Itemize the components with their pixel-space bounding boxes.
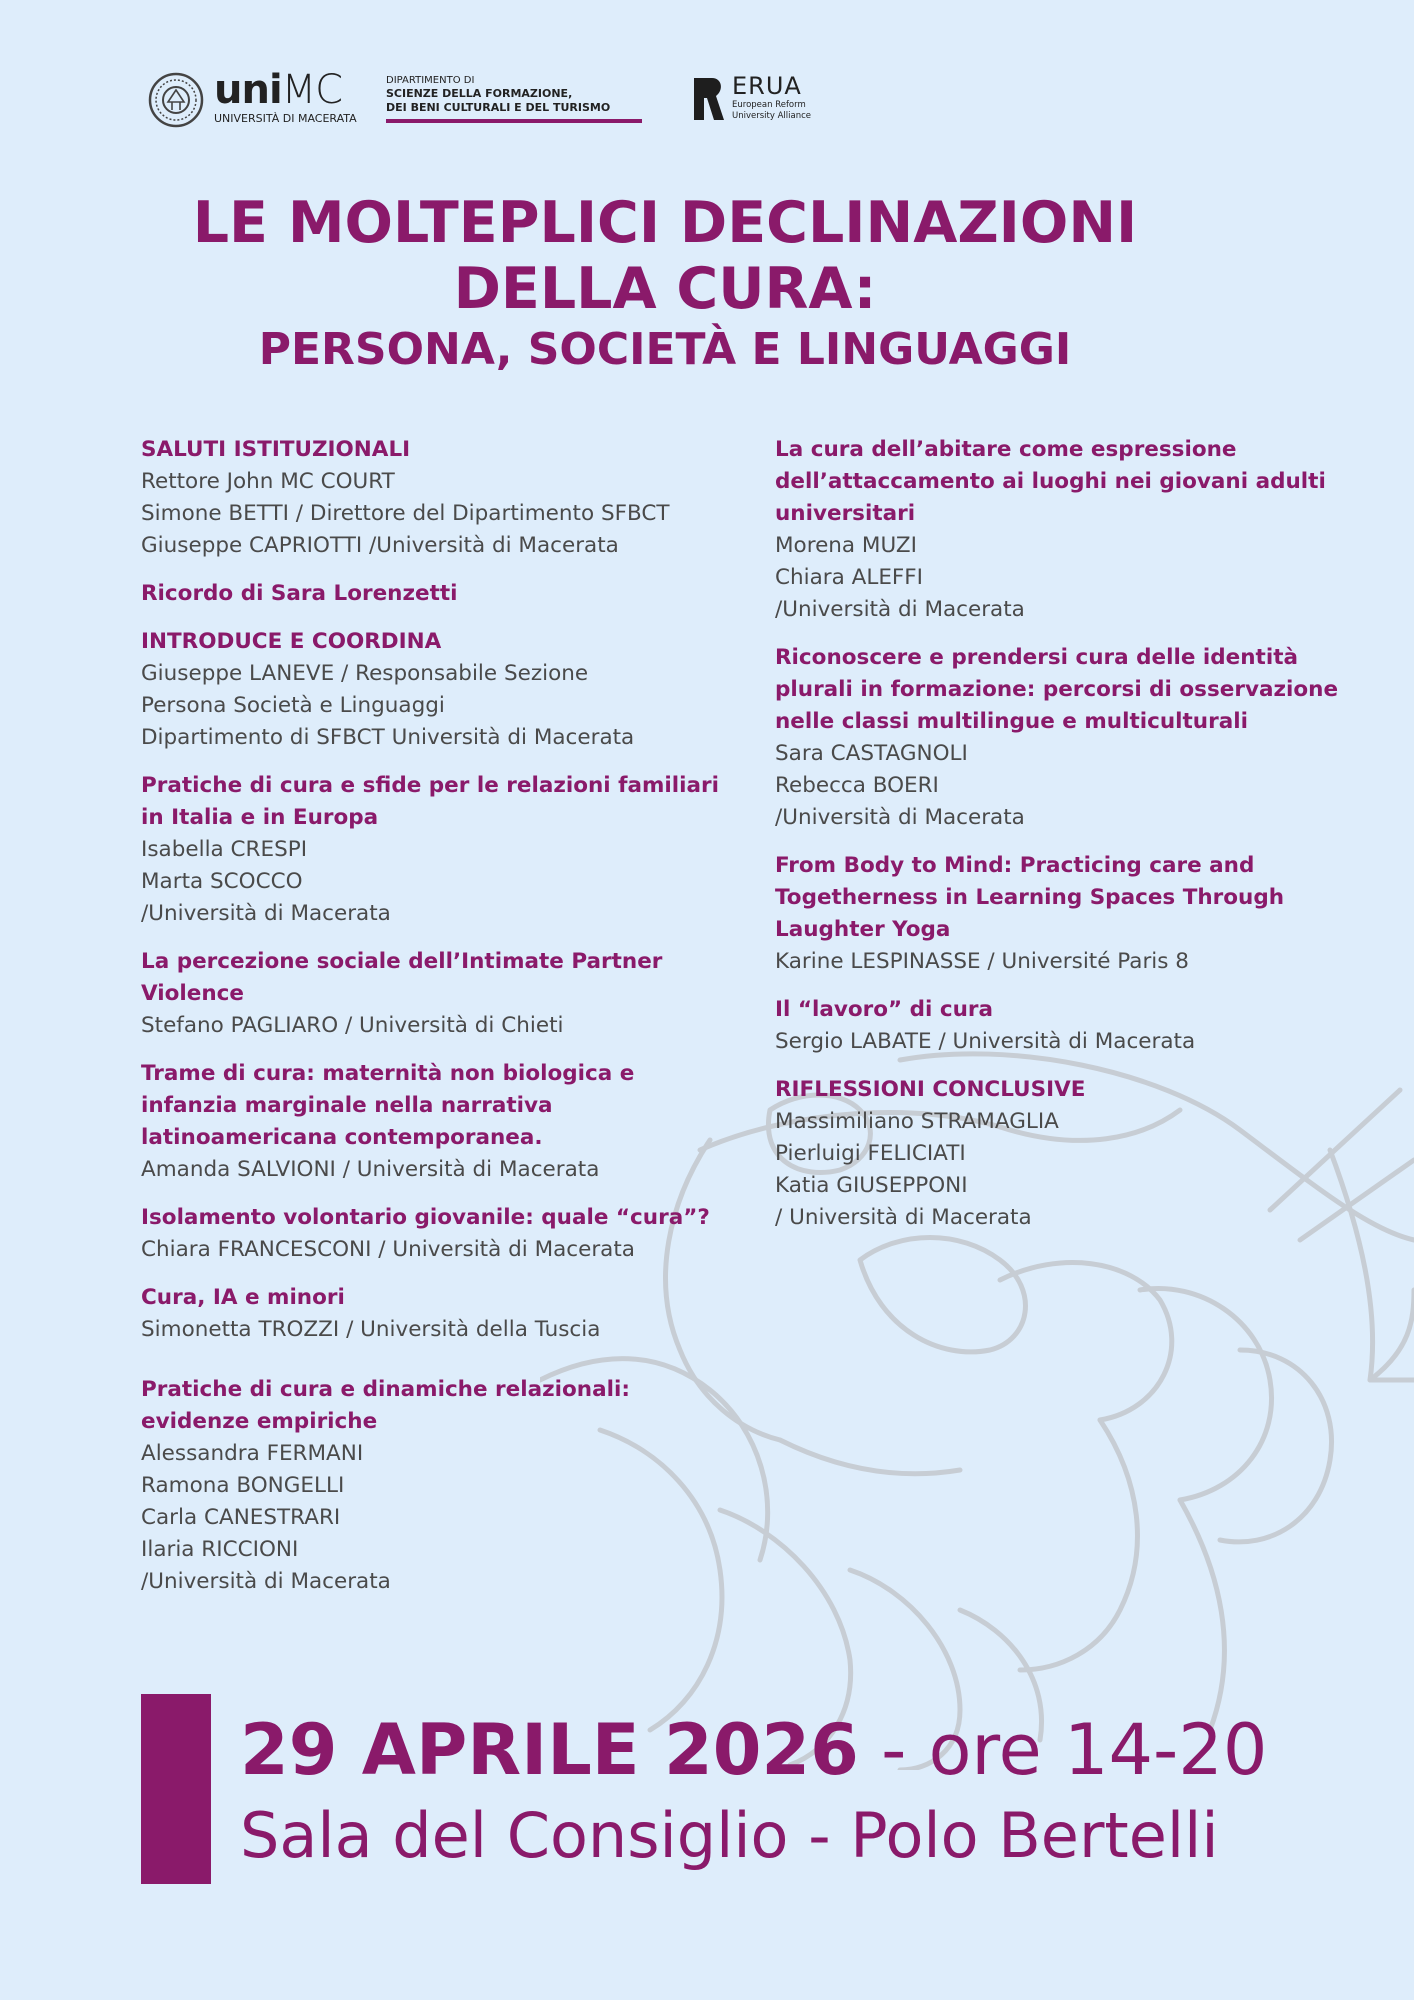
session-title-line: La cura dell’abitare come espressione [775,437,1237,462]
department-underline [386,119,642,123]
session-title-line: RIFLESSIONI CONCLUSIVE [775,1077,1086,1102]
event-time: - ore 14-20 [858,1709,1268,1791]
session-title [141,434,741,466]
program-session [141,578,741,610]
erua-mark-icon [692,76,726,122]
unimc-wordmark: uniMC [214,67,343,113]
session-title-line: infanzia marginale nella narrativa [141,1093,553,1118]
session-title [141,626,741,658]
speaker-line: Rebecca BOERI [775,773,939,798]
unimc-logo [214,67,357,125]
session-title-line: Ricordo di Sara Lorenzetti [141,581,458,606]
program-session [775,434,1375,626]
title-line3: PERSONA, SOCIETÀ E LINGUAGGI [258,324,1072,375]
speaker-line: Carla CANESTRARI [141,1505,341,1530]
event-venue: Sala del Consiglio - Polo Bertelli [240,1799,1219,1872]
session-title-line: universitari [775,501,916,526]
session-title-line: Trame di cura: maternità non biologica e [141,1061,635,1086]
title-line1: LE MOLTEPLICI DECLINAZIONI [192,190,1138,256]
speaker-line: Ramona BONGELLI [141,1473,345,1498]
speaker-line: /Università di Macerata [775,805,1025,830]
speaker-line: Massimiliano STRAMAGLIA [775,1109,1059,1134]
program-session [141,946,741,1042]
speaker-line: /Università di Macerata [141,901,391,926]
program-session [141,1202,741,1266]
session-title [775,1074,1375,1106]
session-title-line: plurali in formazione: percorsi di osservazione [775,677,1339,702]
event-title [0,190,1330,378]
footer-accent-bar [141,1694,211,1884]
speaker-line: Simonetta TROZZI / Università della Tuscia [141,1317,601,1342]
event-date: 29 APRILE 2026 [240,1709,859,1791]
title-line2: DELLA CURA: [453,256,877,322]
program-session [141,626,741,754]
speaker-line: Katia GIUSEPPONI [775,1173,968,1198]
session-title [141,1282,741,1314]
program-session [775,850,1375,978]
speaker-line: Simone BETTI / Direttore del Dipartimento SFBCT [141,501,670,526]
program-left-column [141,434,741,1614]
speaker-line: Pierluigi FELICIATI [775,1141,966,1166]
session-title [775,994,1375,1026]
session-title-line: Il “lavoro” di cura [775,997,994,1022]
speaker-line: Karine LESPINASSE / Université Paris 8 [775,949,1189,974]
session-title-line: nelle classi multilingue e multiculturali [775,709,1248,734]
session-title-line: From Body to Mind: Practicing care and [775,853,1255,878]
session-title-line: dell’attaccamento ai luoghi nei giovani adulti [775,469,1326,494]
speaker-line: /Università di Macerata [141,1569,391,1594]
program-session [775,642,1375,834]
session-title [141,770,741,834]
program-right-column [775,434,1375,1250]
session-title-line: Violence [141,981,244,1006]
session-title-line: in Italia e in Europa [141,805,379,830]
session-title-line: Pratiche di cura e sfide per le relazioni familiari [141,773,720,798]
session-title-line: Laughter Yoga [775,917,951,942]
session-title [141,1202,741,1234]
program-session [141,1282,741,1346]
session-title [775,850,1375,946]
session-title-line: Togetherness in Learning Spaces Through [775,885,1285,910]
program-session [141,434,741,562]
session-title-line: SALUTI ISTITUZIONALI [141,437,411,462]
session-title [141,946,741,1010]
speaker-line: Alessandra FERMANI [141,1441,364,1466]
speaker-line: Rettore John MC COURT [141,469,395,494]
session-title [141,1058,741,1154]
erua-subtitle [732,100,811,122]
speaker-line: Sergio LABATE / Università di Macerata [775,1029,1196,1054]
session-title-line: evidenze empiriche [141,1409,378,1434]
university-seal-icon [148,72,204,128]
erua-subtitle-line2: University Alliance [732,111,811,121]
speaker-line: Giuseppe LANEVE / Responsabile Sezione [141,661,589,686]
program-session [141,1058,741,1186]
program-session [141,770,741,930]
speaker-line: Chiara ALEFFI [775,565,923,590]
session-title-line: La percezione sociale dell’Intimate Partner [141,949,663,974]
department-logo [386,74,656,123]
department-name-line2: DEI BENI CULTURALI E DEL TURISMO [386,101,611,114]
session-title [141,1374,741,1438]
session-title-line: Cura, IA e minori [141,1285,345,1310]
speaker-line: Persona Società e Linguaggi [141,693,445,718]
program-session [141,1374,741,1598]
speaker-line: Stefano PAGLIARO / Università di Chieti [141,1013,564,1038]
session-title [775,642,1375,738]
speaker-line: Giuseppe CAPRIOTTI /Università di Macerata [141,533,619,558]
session-title-line: INTRODUCE E COORDINA [141,629,442,654]
session-title [141,578,741,610]
erua-subtitle-line1: European Reform [732,100,806,110]
erua-name: ERUA [732,72,802,100]
program-session [775,1074,1375,1234]
session-title-line: latinoamericana contemporanea. [141,1125,543,1150]
speaker-line: Isabella CRESPI [141,837,308,862]
session-title-line: Riconoscere e prendersi cura delle identità [775,645,1298,670]
speaker-line: Dipartimento di SFBCT Università di Macerata [141,725,635,750]
speaker-line: Morena MUZI [775,533,917,558]
unimc-subtitle: UNIVERSITÀ DI MACERATA [214,112,357,125]
session-title-line: Pratiche di cura e dinamiche relazionali: [141,1377,630,1402]
event-date-time [240,1708,1267,1792]
speaker-line: Chiara FRANCESCONI / Università di Macerata [141,1237,635,1262]
speaker-line: Amanda SALVIONI / Università di Macerata [141,1157,600,1182]
speaker-line: Sara CASTAGNOLI [775,741,968,766]
program-session [775,994,1375,1058]
speaker-line: Marta SCOCCO [141,869,303,894]
speaker-line: Ilaria RICCIONI [141,1537,299,1562]
session-title-line: Isolamento volontario giovanile: quale “cura”? [141,1205,710,1230]
speaker-line: / Università di Macerata [775,1205,1032,1230]
session-title [775,434,1375,530]
department-name-line1: SCIENZE DELLA FORMAZIONE, [386,87,573,100]
speaker-line: /Università di Macerata [775,597,1025,622]
department-label: DIPARTIMENTO DI [386,75,475,86]
